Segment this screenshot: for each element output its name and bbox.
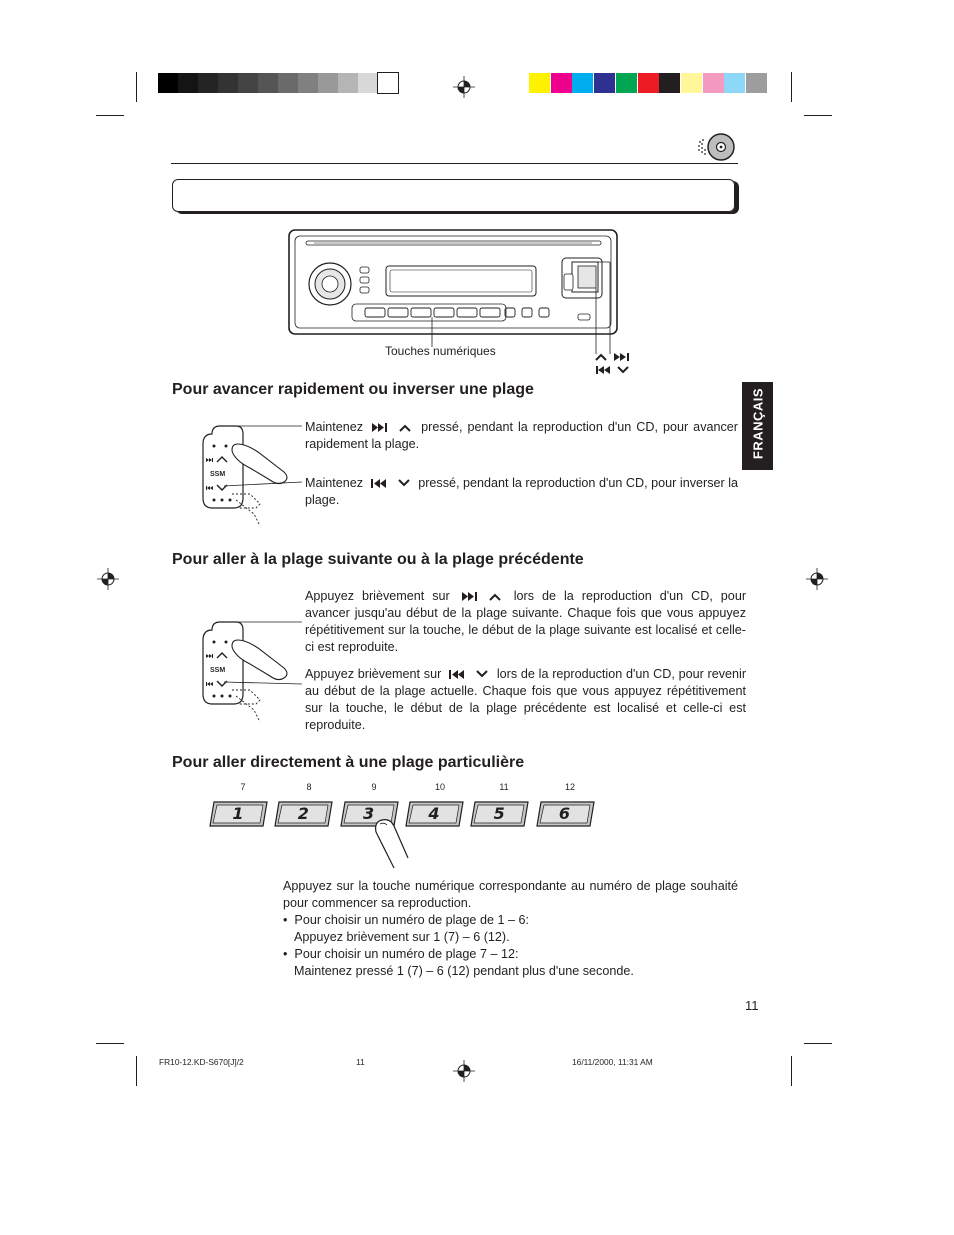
gray-swatch: [158, 73, 178, 93]
next-track-up-icon: [462, 591, 502, 602]
number-key-6[interactable]: [535, 801, 595, 827]
crop-mark: [804, 115, 832, 116]
number-key-1[interactable]: [208, 801, 268, 827]
gray-swatch: [198, 73, 218, 93]
number-key-label: 4: [428, 804, 440, 823]
language-tab: [742, 382, 773, 470]
finger-pressing-key-3-illustration: [372, 818, 412, 870]
color-swatch: [746, 73, 767, 93]
next-track-up-icon: [372, 422, 412, 433]
secondary-number: 7: [240, 782, 246, 792]
number-key-label: 2: [297, 804, 309, 823]
color-swatch: [594, 73, 615, 93]
callout-numeric-keys: Touches numériques: [385, 344, 496, 358]
crop-mark: [136, 72, 137, 102]
gray-swatch: [178, 73, 198, 93]
color-swatch: [638, 73, 659, 93]
number-key-label: 3: [363, 804, 375, 823]
color-swatch: [703, 73, 724, 93]
number-key-2[interactable]: [273, 801, 333, 827]
crop-mark: [791, 1056, 792, 1086]
color-swatch: [616, 73, 637, 93]
section2-paragraph-next: Appuyez brièvement sur lors de la reproduction d'un CD, pour avancer jusqu'au début de la plage suivante. Chaque fois que vous appuyez répétitivement sur la touche, le début de la plage suivante est localisé et celle-ci est reproduite.: [305, 589, 747, 654]
section2-paragraph-previous: Appuyez brièvement sur lors de la reproduction d'un CD, pour revenir au début de la plage actuelle. Chaque fois que vous appuyez répétitivement sur la touche, le début de la plage précédente est localisé et celle-ci est reproduite.: [305, 667, 747, 732]
track-up-down-buttons-icon: [594, 350, 636, 376]
number-key-label: 5: [493, 804, 505, 823]
section3-intro: Appuyez sur la touche numérique correspondante au numéro de plage souhaité pour commencer sa reproduction.: [283, 879, 738, 910]
footer-timestamp: 16/11/2000, 11:31 AM: [572, 1057, 653, 1067]
registration-mark-icon: [453, 1060, 475, 1082]
header-rule: [171, 163, 738, 164]
section3-bullet-1: • Pour choisir un numéro de plage de 1 – 6: Appuyez brièvement sur 1 (7) – 6 (12).: [283, 913, 529, 944]
section-heading: Pour avancer rapidement ou inverser une plage: [172, 381, 534, 398]
number-key-label: 1: [232, 804, 244, 823]
footer-file-name: FR10-12.KD-S670[J]/2: [159, 1057, 244, 1067]
color-swatch: [681, 73, 702, 93]
previous-track-down-icon: [449, 669, 489, 680]
color-swatch: [529, 73, 550, 93]
crop-mark: [804, 1043, 832, 1044]
gray-swatch: [358, 73, 378, 93]
registration-mark-icon: [806, 568, 828, 590]
color-swatch: [659, 73, 680, 93]
registration-mark-icon: [453, 76, 475, 98]
section-heading: Pour aller à la plage suivante ou à la plage précédente: [172, 551, 584, 568]
gray-swatch: [218, 73, 238, 93]
number-key-5[interactable]: [469, 801, 529, 827]
gray-swatch: [378, 73, 398, 93]
secondary-number: 10: [434, 782, 445, 792]
secondary-number: 11: [499, 782, 509, 792]
number-key-4[interactable]: [404, 801, 464, 827]
gray-swatch: [278, 73, 298, 93]
registration-mark-icon: [97, 568, 119, 590]
gray-swatch: [258, 73, 278, 93]
crop-mark: [136, 1056, 137, 1086]
gray-swatch: [298, 73, 318, 93]
section3-bullet-2: • Pour choisir un numéro de plage 7 – 12: Maintenez pressé 1 (7) – 6 (12) pendant plus d'une seconde.: [283, 947, 634, 978]
ssm-label: SSM: [210, 471, 226, 478]
color-swatch: [551, 73, 572, 93]
language-tab-label: FRANÇAIS: [750, 387, 766, 460]
crop-mark: [96, 115, 124, 116]
gray-swatch: [318, 73, 338, 93]
gray-swatch: [338, 73, 358, 93]
gray-swatch: [238, 73, 258, 93]
previous-track-down-icon: [371, 478, 411, 489]
title-box: [172, 179, 735, 212]
page-number: 11: [745, 998, 759, 1013]
number-key-label: 6: [558, 804, 571, 823]
section1-paragraph-reverse: Maintenez pressé, pendant la reproduction d'un CD, pour inverser la plage.: [305, 476, 739, 507]
section-heading: Pour aller directement à une plage particulière: [172, 754, 525, 771]
secondary-number: 9: [371, 782, 377, 792]
section1-paragraph-forward: Maintenez pressé, pendant la reproduction d'un CD, pour avancer rapidement la plage.: [305, 420, 738, 451]
color-swatch: [572, 73, 593, 93]
crop-mark: [791, 72, 792, 102]
ssm-label: SSM: [210, 667, 226, 674]
color-swatch: [724, 73, 745, 93]
cd-disc-icon: [694, 132, 738, 162]
secondary-number: 8: [306, 782, 312, 792]
finger-pressing-button-illustration: [198, 612, 308, 727]
secondary-number: 12: [564, 782, 575, 792]
crop-mark: [96, 1043, 124, 1044]
finger-pressing-button-illustration: [198, 416, 308, 531]
footer-page: 11: [356, 1057, 365, 1067]
